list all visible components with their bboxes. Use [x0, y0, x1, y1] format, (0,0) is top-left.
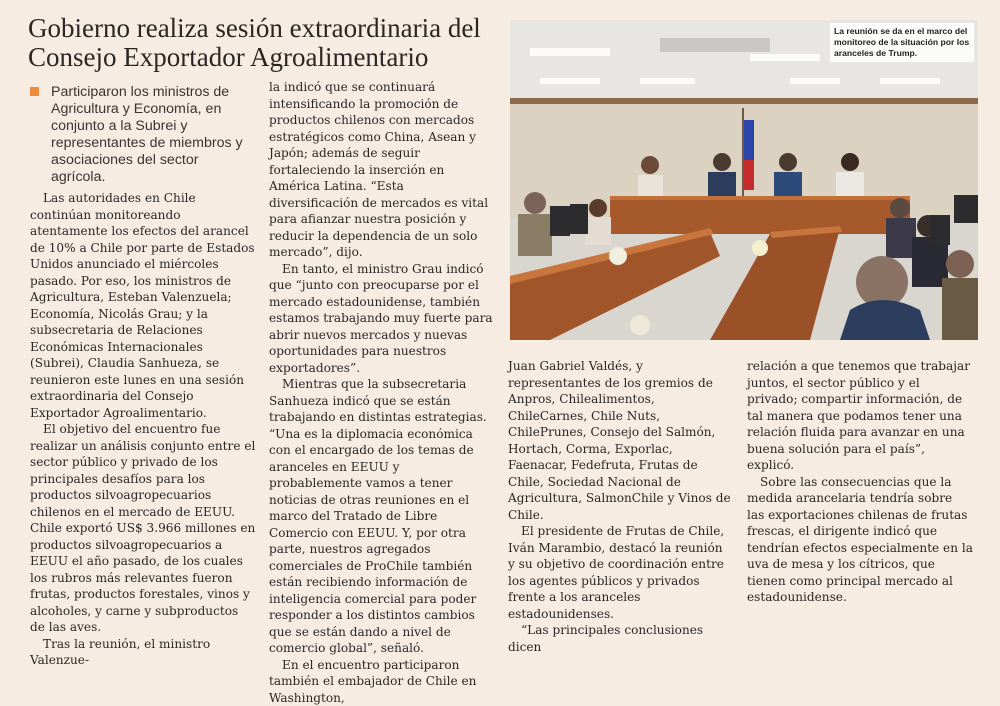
paragraph: El presidente de Frutas de Chile, Iván Marambio, destacó la reunión y su objetivo de coordinación entre los agentes públicos y privados frente a los aranceles estadounidenses.	[508, 523, 733, 622]
paragraph: En tanto, el ministro Grau indicó que “junto con preocuparse por el mercado estadounidense, también estamos trabajando muy fuerte para abrir nuevos mercados y nuevas oportunidades para nuestros exportadores”.	[269, 261, 493, 377]
photo-caption: La reunión se da en el marco del monitoreo de la situación por los aranceles de Trump.	[830, 23, 974, 62]
headline: Gobierno realiza sesión extraordinaria del Consejo Exportador Agroalimentario	[28, 14, 508, 72]
article-column-4	[747, 358, 973, 606]
article-column-2	[269, 79, 493, 706]
paragraph: “Las principales conclusiones dicen	[508, 622, 733, 655]
lead-text: Participaron los ministros de Agricultura y Economía, en conjunto a la Subrei y representantes de miembros y asociaciones del sector agrícola.	[51, 84, 255, 186]
article-column-3	[508, 358, 733, 655]
paragraph: Tras la reunión, el ministro Valenzue-	[30, 636, 256, 669]
paragraph: Mientras que la subsecretaria Sanhueza indicó que se están trabajando en distintas estrategias. “Una es la diplomacia económica con el encargado de los temas de aranceles en EEUU y probablemente vamos a tener noticias de otras reuniones en el marco del Tratado de Libre Comercio con EEUU. Y, por otra parte, nuestros agregados comerciales de ProChile también están recibiendo información de inteligencia comercial para poder responder a los distintos cambios que se están dando a nivel de comercio global”, señaló.	[269, 376, 493, 657]
paragraph: Las autoridades en Chile continúan monitoreando atentamente los efectos del arancel de 10% a Chile por parte de Estados Unidos anunciado el miércoles pasado. Por eso, los ministros de Agricultura, Esteban Valenzuela; Economía, Nicolás Grau; y la subsecretaria de Relaciones Económicas Internacionales (Subrei), Claudia Sanhueza, se reunieron este lunes en una sesión extraordinaria del Consejo Exportador Agroalimentario.	[30, 190, 256, 421]
paragraph: relación a que tenemos que trabajar juntos, el sector público y el privado; compartir información, de tal manera que podamos tener una relación fluida para avanzar en una buena solución para el país”, explicó.	[747, 358, 973, 474]
meeting-room-illustration	[510, 20, 978, 340]
paragraph: Sobre las consecuencias que la medida arancelaria tendría sobre las exportaciones chilenas de frutas frescas, el dirigente indicó que tendrían efectos especialmente en la uva de mesa y los cítricos, que tienen como principal mercado al estadounidense.	[747, 474, 973, 606]
bullet-square-icon	[30, 87, 39, 96]
paragraph: Chile exportó US$ 3.966 millones en productos silvoagropecuarios a EEUU el año pasado, de los cuales los rubros más relevantes fueron frutas, productos forestales, vinos y alcoholes, y carne y subproductos de las aves.	[30, 520, 256, 636]
paragraph: El objetivo del encuentro fue realizar un análisis conjunto entre el sector público y privado de los principales desafíos para los productos silvoagropecuarios chilenos en el mercado de EEUU.	[30, 421, 256, 520]
paragraph: la indicó que se continuará intensificando la promoción de productos chilenos con mercados estratégicos como China, Asean y Japón; además de seguir fortaleciendo la inserción en América Latina. “Esta diversificación de mercados es vital para afianzar nuestra posición y reducir la dependencia de un solo mercado”, dijo.	[269, 79, 493, 261]
paragraph: En el encuentro participaron también el embajador de Chile en Washington,	[269, 657, 493, 706]
meeting-photo	[510, 20, 978, 340]
lead-summary	[30, 84, 255, 186]
paragraph: Juan Gabriel Valdés, y representantes de los gremios de Anpros, Chilealimentos, ChileCarnes, Chile Nuts, ChilePrunes, Consejo del Salmón, Hortach, Corma, Exporlac, Faenacar, Fedefruta, Frutas de Chile, Sociedad Nacional de Agricultura, SalmonChile y Vinos de Chile.	[508, 358, 733, 523]
